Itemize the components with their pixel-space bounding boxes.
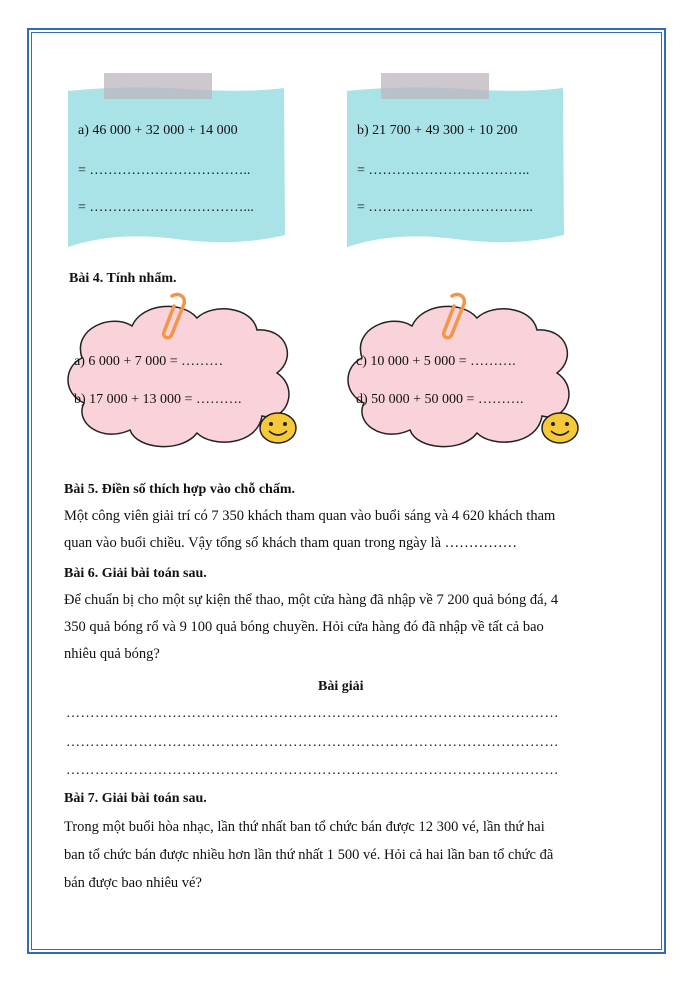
- answer-line: …………………………………………………………………………………………: [66, 735, 559, 750]
- bai5-text-line: quan vào buổi chiều. Vậy tổng số khách tham quan trong ngày là ……………: [64, 535, 518, 551]
- cloud-item-b: b) 17 000 + 13 000 = ……….: [74, 392, 242, 407]
- bai6-text-line: nhiêu quả bóng?: [64, 646, 160, 662]
- tape-strip: [381, 73, 489, 99]
- solution-title: Bài giải: [318, 679, 364, 694]
- smiley-icon: [540, 410, 580, 446]
- cloud-right: [342, 298, 582, 458]
- note-expression: a) 46 000 + 32 000 + 14 000: [78, 123, 238, 138]
- smiley-icon: [258, 410, 298, 446]
- bai6-text-line: 350 quả bóng rổ và 9 100 quả bóng chuyền. Hỏi cửa hàng đó đã nhập về tất cả bao: [64, 619, 544, 635]
- answer-line: …………………………………………………………………………………………: [66, 706, 559, 721]
- bai5-text-line: Một công viên giải trí có 7 350 khách tham quan vào buổi sáng và 4 620 khách tham: [64, 508, 556, 524]
- cloud-item-c: c) 10 000 + 5 000 = ……….: [356, 354, 516, 369]
- bai7-text-line: bán được bao nhiêu vé?: [64, 875, 202, 891]
- note-answer-line: = ……………………………..: [78, 163, 251, 178]
- answer-line: …………………………………………………………………………………………: [66, 763, 559, 778]
- cloud-left: [62, 298, 302, 458]
- note-answer-line: = ……………………………...: [78, 200, 254, 215]
- paperclip-icon: [434, 292, 474, 342]
- bai7-text-line: Trong một buổi hòa nhạc, lần thứ nhất ban tổ chức bán được 12 300 vé, lần thứ hai: [64, 819, 545, 835]
- bai6-title: Bài 6. Giải bài toán sau.: [64, 566, 207, 581]
- sticky-note-a: [66, 85, 286, 255]
- note-answer-line: = ……………………………..: [357, 163, 530, 178]
- cloud-item-d: d) 50 000 + 50 000 = ……….: [356, 392, 524, 407]
- note-answer-line: = ……………………………...: [357, 200, 533, 215]
- tape-strip: [104, 73, 212, 99]
- bai4-title: Bài 4. Tính nhẩm.: [69, 271, 177, 286]
- bai7-text-line: ban tổ chức bán được nhiều hơn lần thứ nhất 1 500 vé. Hỏi cả hai lần ban tổ chức đã: [64, 847, 554, 863]
- note-expression: b) 21 700 + 49 300 + 10 200: [357, 123, 518, 138]
- bai6-text-line: Để chuẩn bị cho một sự kiện thể thao, một cửa hàng đã nhập về 7 200 quả bóng đá, 4: [64, 592, 559, 608]
- bai7-title: Bài 7. Giải bài toán sau.: [64, 791, 207, 806]
- paperclip-icon: [154, 292, 194, 342]
- cloud-item-a: a) 6 000 + 7 000 = ………: [74, 354, 224, 369]
- bai5-title: Bài 5. Điền số thích hợp vào chỗ chấm.: [64, 482, 295, 497]
- sticky-note-b: [345, 85, 565, 255]
